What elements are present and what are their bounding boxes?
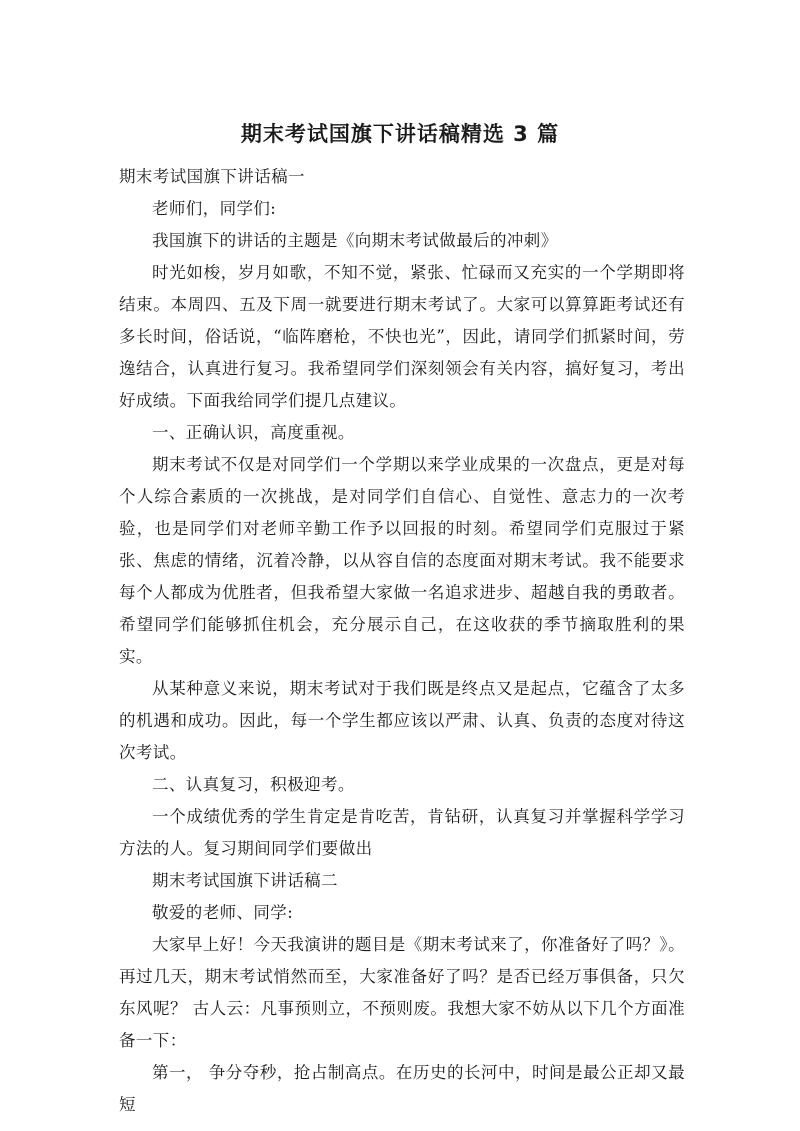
point-heading-1: 一、正确认识，高度重视。 <box>152 423 355 442</box>
salutation-1: 老师们，同学们: <box>152 199 277 218</box>
point-heading-2: 二、认真复习，积极迎考。 <box>152 775 355 794</box>
paragraph-speech-2: 大家早上好！今天我演讲的题目是《期末考试来了，你准备好了吗？》。再过几天，期末考试悄然而至，大家准备好了吗？是否已经万事俱备，只欠东风呢？ 古人云：凡事预则立，不预则废。我想大家不妨从以下几个方面准备一下： <box>119 935 685 1050</box>
paragraph-point-1b: 从某种意义来说，期末考试对于我们既是终点又是起点，它蕴含了太多的机遇和成功。因此，每一个学生都应该以严肃、认真、负责的态度对待这次考试。 <box>119 679 685 762</box>
document-title: 期末考试国旗下讲话稿精选 3 篇 <box>240 122 560 146</box>
paragraph-first-point: 第一， 争分夺秒，抢占制高点。在历史的长河中，时间是最公正却又最短 <box>119 1063 685 1114</box>
paragraph-point-1: 期末考试不仅是对同学们一个学期以来学业成果的一次盘点，更是对每个人综合素质的一次挑战，是对同学们自信心、自觉性、意志力的一次考验，也是同学们对老师辛勤工作予以回报的时刻。希望同学们克服过于紧张、焦虑的情绪，沉着冷静，以从容自信的态度面对期末考试。我不能要求每个人都成为优胜者，但我希望大家做一名追求进步、超越自我的勇敢者。希望同学们能够抓住机会，充分展示自己，在这收获的季节摘取胜利的果实。 <box>119 455 685 666</box>
document-body <box>119 161 685 1121</box>
paragraph-intro: 时光如梭，岁月如歌，不知不觉，紧张、忙碌而又充实的一个学期即将结束。本周四、五及下周一就要进行期末考试了。大家可以算算距考试还有多长时间，俗话说，“临阵磨枪，不快也光”，因此，请同学们抓紧时间，劳逸结合，认真进行复习。我希望同学们深刻领会有关内容，搞好复习，考出好成绩。下面我给同学们提几点建议。 <box>119 263 685 410</box>
paragraph-theme: 我国旗下的讲话的主题是《向期末考试做最后的冲刺》 <box>152 231 558 250</box>
section-heading-1: 期末考试国旗下讲话稿一 <box>119 167 305 186</box>
section-heading-2: 期末考试国旗下讲话稿二 <box>152 871 338 890</box>
paragraph-point-2: 一个成绩优秀的学生肯定是肯吃苦，肯钻研，认真复习并掌握科学学习方法的人。复习期间同学们要做出 <box>119 807 685 858</box>
salutation-2: 敬爱的老师、同学: <box>152 903 294 922</box>
